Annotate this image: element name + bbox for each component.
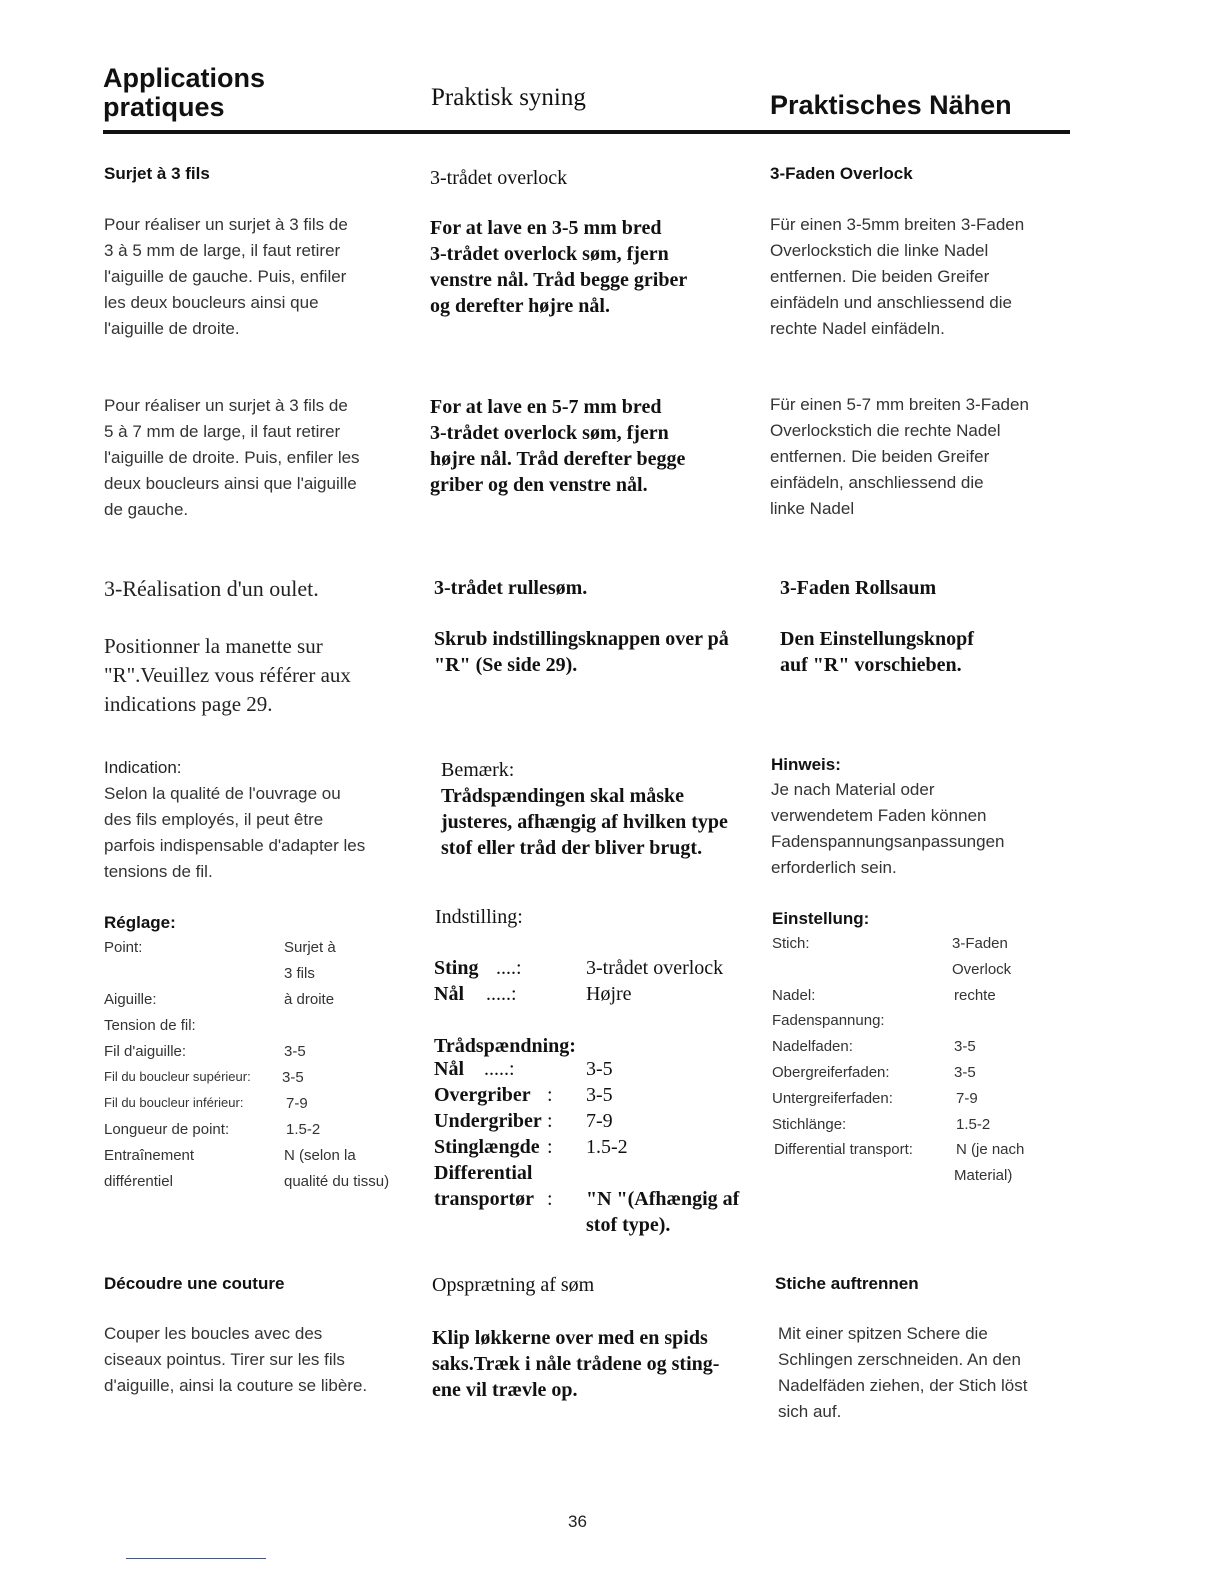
settings-separator: : [547,1188,553,1210]
fr-title-line-2: pratiques [103,92,225,122]
fr-paragraph-surjet-3-5 [104,212,414,342]
settings-row [104,991,414,1017]
da-paragraph-opspraetning [432,1325,752,1403]
settings-row [104,1095,414,1121]
text-line: erforderlich sein. [771,858,897,877]
settings-separator: : [547,1084,553,1106]
text-line: Je nach Material oder [771,780,935,799]
settings-key: Differential [434,1162,533,1184]
settings-value: "N "(Afhængig af [586,1188,740,1210]
settings-value: 1.5-2 [286,1121,321,1138]
text-line: saks.Træk i nåle trådene og sting- [432,1353,720,1375]
de-section-heading-overlock: 3-Faden Overlock [770,164,913,183]
settings-key: Sting [434,957,479,979]
settings-row [434,1084,754,1110]
text-line: Pour réaliser un surjet à 3 fils de [104,215,348,234]
settings-value: qualité du tissu) [284,1173,390,1190]
settings-value: 3-5 [954,1038,976,1056]
text-line: les deux boucleurs ainsi que [104,293,319,312]
settings-key: différentiel [104,1173,173,1190]
settings-key: Nål [434,1058,464,1080]
settings-key: Longueur de point: [104,1121,230,1138]
settings-row [772,1064,1072,1090]
text-line: stof eller tråd der bliver brugt. [441,837,703,859]
settings-value: 3-5 [282,1069,304,1086]
text-line: verwendetem Faden können [771,806,987,825]
settings-key: Undergriber [434,1110,542,1132]
text-line: entfernen. Die beiden Greifer [770,267,990,286]
text-line: l'aiguille de droite. Puis, enfiler les [104,448,360,467]
de-section-heading-auftrennen: Stiche auftrennen [775,1274,919,1293]
settings-value: 1.5-2 [586,1136,628,1158]
fr-section-heading-surjet: Surjet à 3 fils [104,164,210,183]
text-line: rechte Nadel einfädeln. [770,319,945,338]
text-line: justeres, afhængig af hvilken type [441,811,728,833]
text-line: parfois indispensable d'adapter les [104,836,366,855]
settings-row [434,1214,754,1240]
text-line: tensions de fil. [104,862,213,881]
settings-key: Entraînement [104,1147,195,1164]
settings-row [104,1017,414,1043]
settings-value: Surjet à [284,939,336,956]
de-paragraph-rollsaum [780,626,1080,678]
settings-value: 7-9 [956,1089,978,1107]
settings-key: Point: [104,939,143,956]
settings-key: transportør [434,1188,534,1210]
settings-key: Aiguille: [104,991,157,1008]
page-number: 36 [568,1512,587,1531]
de-section-heading-rollsaum: 3-Faden Rollsaum [780,577,937,599]
text-line: sich auf. [778,1402,842,1421]
settings-separator: : [547,1110,553,1132]
text-line: deux boucleurs ainsi que l'aiguille [104,474,357,493]
fr-title-line-1: Applications [103,63,266,93]
settings-key: Differential transport: [774,1141,913,1159]
settings-key: Stichlänge: [772,1115,847,1133]
fr-page-title [103,64,265,122]
settings-row [772,1167,1072,1193]
de-paragraph-overlock-5-7 [770,392,1080,522]
fr-section-heading-oulet: 3-Réalisation d'un oulet. [104,576,319,601]
de-page-title: Praktisches Nähen [770,90,1012,120]
text-line: entfernen. Die beiden Greifer [770,447,990,466]
text-line: Positionner la manette sur [104,634,323,658]
settings-row [772,1012,1072,1038]
text-line: Schlingen zerschneiden. An den [778,1350,1021,1369]
text-line: Overlockstich die rechte Nadel [770,421,1001,440]
de-note-paragraph [771,777,1081,881]
fr-section-heading-decoudre: Découdre une couture [104,1274,285,1293]
settings-value: 3 fils [284,965,315,982]
settings-key: Fil du boucleur supérieur: [104,1069,251,1084]
fr-settings-table [104,939,414,1199]
settings-separator: ....: [496,957,522,979]
text-line: Den Einstellungsknopf [780,628,974,650]
settings-key: Nadelfaden: [772,1038,853,1056]
settings-separator: .....: [484,1058,515,1080]
settings-row [772,1038,1072,1064]
settings-row [104,1043,414,1069]
settings-row [104,965,414,991]
settings-key: Fil du boucleur inférieur: [104,1095,244,1110]
settings-value: N (selon la [284,1147,356,1164]
settings-key: Nål [434,983,464,1005]
settings-separator: : [547,1136,553,1158]
text-line: ciseaux pointus. Tirer sur les fils [104,1350,345,1369]
da-section-heading-overlock: 3-trådet overlock [430,167,568,189]
settings-value: 3-5 [954,1063,976,1081]
text-line: Overlockstich die linke Nadel [770,241,989,260]
settings-row [104,1147,414,1173]
settings-row [434,1110,754,1136]
da-note-heading: Bemærk: [441,759,515,781]
fr-paragraph-surjet-5-7 [104,393,414,523]
text-line: højre nål. Tråd derefter begge [430,448,686,470]
settings-key: Fil d'aiguille: [104,1043,187,1060]
settings-value: 3-5 [586,1084,613,1106]
text-line: "R" (Se side 29). [434,654,578,676]
fr-paragraph-oulet [104,632,414,719]
da-settings-table-top [434,957,754,1009]
settings-row [434,983,754,1009]
text-line: l'aiguille de gauche. Puis, enfiler [104,267,347,286]
settings-key: Stinglængde [434,1136,540,1158]
da-page-title: Praktisk syning [431,84,586,111]
text-line: einfädeln, anschliessend die [770,473,984,492]
text-line: linke Nadel [770,499,855,518]
settings-value: 7-9 [586,1110,613,1132]
text-line: For at lave en 5-7 mm bred [430,396,662,418]
text-line: indications page 29. [104,692,273,716]
settings-value: Material) [954,1167,1013,1185]
de-paragraph-auftrennen [778,1321,1078,1425]
text-line: Selon la qualité de l'ouvrage ou [104,784,341,803]
settings-value: 1.5-2 [956,1115,991,1133]
text-line: einfädeln und anschliessend die [770,293,1012,312]
text-line: 3-trådet overlock søm, fjern [430,422,669,444]
text-line: Für einen 3-5mm breiten 3-Faden [770,215,1025,234]
da-paragraph-overlock-3-5 [430,215,750,319]
text-line: des fils employés, il peut être [104,810,324,829]
text-line: auf "R" vorschieben. [780,654,962,676]
settings-row [104,939,414,965]
settings-row [104,1069,414,1095]
settings-value: 3-Faden [952,935,1008,952]
text-line: Skrub indstillingsknappen over på [434,628,729,650]
settings-value: stof type). [586,1214,671,1236]
text-line: de gauche. [104,500,189,519]
text-line: griber og den venstre nål. [430,474,648,496]
text-line: 3 à 5 mm de large, il faut retirer [104,241,341,260]
text-line: Fadenspannungsanpassungen [771,832,1005,851]
settings-key: Obergreiferfaden: [772,1063,890,1081]
settings-value: 7-9 [286,1095,308,1112]
text-line: og derefter højre nål. [430,295,610,317]
settings-row [772,935,1072,961]
fr-settings-heading: Réglage: [104,913,176,932]
text-line: Klip løkkerne over med en spids [432,1327,708,1349]
settings-row [772,1090,1072,1116]
settings-key: Tension de fil: [104,1017,196,1034]
text-line: Nadelfäden ziehen, der Stich löst [778,1376,1028,1395]
de-settings-heading: Einstellung: [772,909,870,928]
da-paragraph-rullesom [434,626,754,678]
settings-value: rechte [954,986,996,1004]
text-line: Für einen 5-7 mm breiten 3-Faden [770,395,1029,414]
settings-row [772,961,1072,987]
fr-note-heading: Indication: [104,758,182,777]
text-line: 5 à 7 mm de large, il faut retirer [104,422,341,441]
settings-row [434,1058,754,1084]
da-settings-heading: Indstilling: [435,906,523,928]
settings-value: Overlock [952,960,1012,978]
text-line: venstre nål. Tråd begge griber [430,269,688,291]
da-note-paragraph [441,783,761,861]
settings-row [104,1121,414,1147]
da-tension-heading: Trådspændning: [434,1035,576,1057]
settings-row [434,1136,754,1162]
text-line: 3-trådet overlock søm, fjern [430,243,669,265]
da-settings-table-bottom [434,1058,754,1240]
text-line: l'aiguille de droite. [104,319,240,338]
da-section-heading-opspraetning: Opsprætning af søm [432,1274,595,1296]
fr-paragraph-decoudre [104,1321,414,1399]
text-line: Couper les boucles avec des [104,1324,323,1343]
settings-row [772,1141,1072,1167]
text-line: Pour réaliser un surjet à 3 fils de [104,396,348,415]
settings-row [434,957,754,983]
settings-value: 3-5 [586,1058,613,1080]
settings-key: Stich: [772,935,810,952]
header-rule [103,130,1070,134]
text-line: For at lave en 3-5 mm bred [430,217,662,239]
de-paragraph-overlock-3-5 [770,212,1080,342]
text-line: Mit einer spitzen Schere die [778,1324,988,1343]
de-note-heading: Hinweis: [771,755,841,774]
settings-row [434,1188,754,1214]
settings-key: Overgriber [434,1084,531,1106]
da-section-heading-rullesom: 3-trådet rullesøm. [434,577,588,599]
text-line: d'aiguille, ainsi la couture se libère. [104,1376,368,1395]
settings-value: 3-5 [284,1043,306,1060]
settings-value: Højre [586,983,632,1005]
settings-key: Untergreiferfaden: [772,1089,893,1107]
settings-row [772,987,1072,1013]
settings-value: N (je nach [956,1141,1025,1159]
settings-row [772,1116,1072,1142]
da-paragraph-overlock-5-7 [430,394,750,498]
fr-note-paragraph [104,781,414,885]
settings-row [104,1173,414,1199]
de-settings-table [772,935,1072,1193]
settings-key: Nadel: [772,986,816,1004]
text-line: "R".Veuillez vous référer aux [104,663,351,687]
settings-value: à droite [284,991,335,1008]
settings-key: Fadenspannung: [772,1012,885,1030]
footer-rule [126,1558,266,1559]
text-line: ene vil trævle op. [432,1379,578,1401]
settings-value: 3-trådet overlock [586,957,724,979]
settings-separator: .....: [486,983,517,1005]
settings-row [434,1162,754,1188]
text-line: Trådspændingen skal måske [441,785,685,807]
